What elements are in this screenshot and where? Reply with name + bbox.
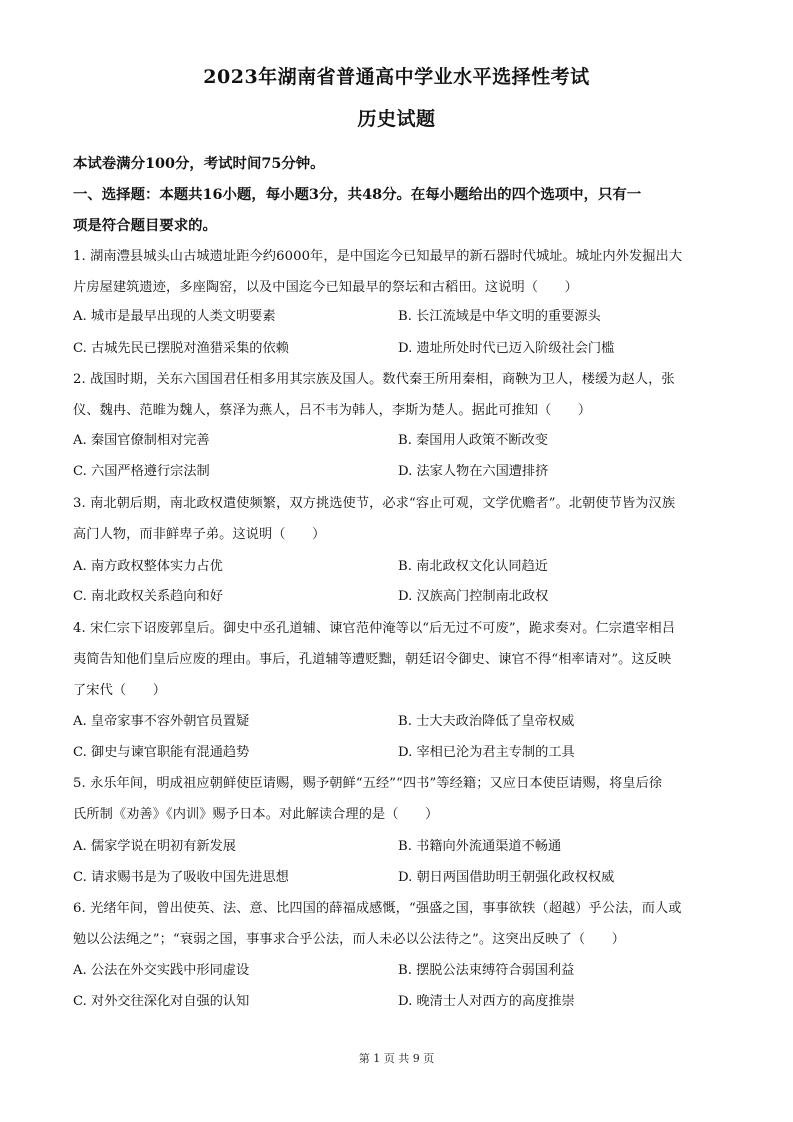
question-4-text-line3: 了宋代（ ） xyxy=(73,683,167,698)
question-1-text-line2: 片房屋建筑遗迹，多座陶窑，以及中国迄今已知最早的祭坛和古稻田。这说明（ ） xyxy=(73,280,578,295)
question-6-option-d: D. 晚清士人对西方的高度推崇 xyxy=(398,994,575,1009)
page-footer: 第 1 页 共 9 页 xyxy=(358,1052,435,1065)
question-5-text-line1: 5. 永乐年间，明成祖应朝鲜使臣请赐，赐予朝鲜“五经”“四书”等经籍；又应日本使臣请赐，将皇后徐 xyxy=(73,776,663,791)
question-5-text-line2: 氏所制《劝善》《内训》赐予日本。对此解读合理的是（ ） xyxy=(73,807,439,822)
question-4-option-d: D. 宰相已沦为君主专制的工具 xyxy=(398,745,575,760)
question-1-option-b: B. 长江流域是中华文明的重要源头 xyxy=(398,309,601,324)
exam-title: 2023年湖南省普通高中学业水平选择性考试 xyxy=(203,66,590,88)
question-6-option-c: C. 对外交往深化对自强的认知 xyxy=(73,994,250,1009)
question-3-option-a: A. 南方政权整体实力占优 xyxy=(73,559,223,574)
question-4-option-c: C. 御史与谏官职能有混通趋势 xyxy=(73,745,250,760)
question-1-option-a: A. 城市是最早出现的人类文明要素 xyxy=(73,309,276,324)
section-heading-line1: 一、选择题：本题共16小题，每小题3分，共48分。在每小题给出的四个选项中，只有一 xyxy=(73,186,642,203)
question-3-option-b: B. 南北政权文化认同趋近 xyxy=(398,559,548,574)
question-6-text-line1: 6. 光绪年间，曾出使英、法、意、比四国的薛福成感慨，“强盛之国，事事欲轶（超越）乎公法，而人或 xyxy=(73,901,682,916)
question-2-text-line2: 仪、魏冉、范睢为魏人，蔡泽为燕人，吕不韦为韩人，李斯为楚人。据此可推知（ ） xyxy=(73,403,592,418)
question-3-text-line1: 3. 南北朝后期，南北政权遣使频繁，双方挑选使节，必求“容止可观，文学优赡者”。北朝使节皆为汉族 xyxy=(73,496,676,511)
question-3-option-c: C. 南北政权关系趋向和好 xyxy=(73,589,223,604)
question-4-text-line2: 夷简告知他们皇后应废的理由。事后，孔道辅等遭贬黜，朝廷诏令御史、谏官不得“相率请对”。这反映 xyxy=(73,652,672,667)
question-4-option-a: A. 皇帝家事不容外朝官员置疑 xyxy=(73,714,250,729)
question-5-option-c: C. 请求赐书是为了吸收中国先进思想 xyxy=(73,870,289,885)
question-5-option-a: A. 儒家学说在明初有新发展 xyxy=(73,839,236,854)
question-3-option-d: D. 汉族高门控制南北政权 xyxy=(398,589,549,604)
question-2-text-line1: 2. 战国时期，关东六国国君任相多用其宗族及国人。数代秦王所用秦相，商鞅为卫人，楼缓为赵人，张 xyxy=(73,372,675,387)
exam-subtitle: 历史试题 xyxy=(357,108,436,130)
question-3-text-line2: 高门人物，而非鲜卑子弟。这说明（ ） xyxy=(73,527,326,542)
section-heading-line2: 项是符合题目要求的。 xyxy=(73,217,217,234)
question-4-option-b: B. 士大夫政治降低了皇帝权威 xyxy=(398,714,575,729)
question-2-option-b: B. 秦国用人政策不断改变 xyxy=(398,433,548,448)
question-6-text-line2: 勉以公法绳之”；“衰弱之国，事事求合乎公法，而人未必以公法待之”。这突出反映了（ ） xyxy=(73,932,626,947)
question-1-text-line1: 1. 湖南澧县城头山古城遗址距今约6000年，是中国迄今已知最早的新石器时代城址。城址内外发掘出大 xyxy=(73,249,683,264)
question-2-option-a: A. 秦国官僚制相对完善 xyxy=(73,433,210,448)
question-5-option-d: D. 朝日两国借助明王朝强化政权权威 xyxy=(398,870,615,885)
question-1-option-c: C. 古城先民已摆脱对渔猎采集的依赖 xyxy=(73,341,289,356)
question-2-option-d: D. 法家人物在六国遭排挤 xyxy=(398,464,549,479)
question-1-option-d: D. 遗址所处时代已迈入阶级社会门槛 xyxy=(398,341,615,356)
question-5-option-b: B. 书籍向外流通渠道不畅通 xyxy=(398,839,562,854)
question-6-option-b: B. 摆脱公法束缚符合弱国利益 xyxy=(398,963,575,978)
question-2-option-c: C. 六国严格遵行宗法制 xyxy=(73,464,210,479)
question-4-text-line1: 4. 宋仁宗下诏废郭皇后。御史中丞孔道辅、谏官范仲淹等以“后无过不可废”，跪求奏对。仁宗遣宰相吕 xyxy=(73,621,676,636)
question-6-option-a: A. 公法在外交实践中形同虚设 xyxy=(73,963,250,978)
exam-instructions: 本试卷满分100分，考试时间75分钟。 xyxy=(73,155,325,172)
